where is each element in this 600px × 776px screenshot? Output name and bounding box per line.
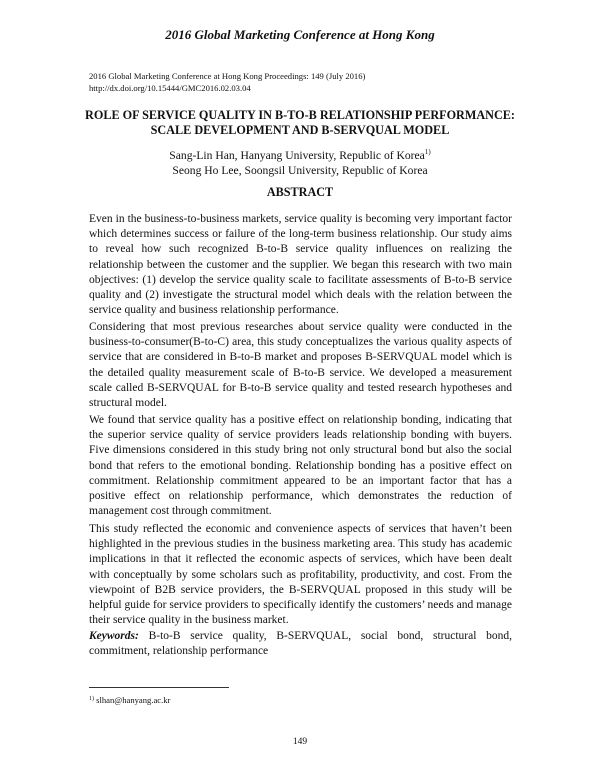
author-2: Seong Ho Lee, Soongsil University, Republic of Korea (172, 164, 428, 177)
paper-title (0, 108, 600, 138)
footnote-email[interactable]: slhan@hanyang.ac.kr (96, 695, 171, 705)
abstract-paragraph-2 (89, 320, 512, 411)
paragraph-text: This study reflected the economic and convenience aspects of services that haven’t been highlighted in the previous studies in the business marketing area. This study has academic implications in that it reflected the economic aspects of services, which have been dealt with conceptually by some scholars such as profitability, productivity, and cost. From the viewpoint of B2B service providers, the B-SERVQUAL proposed in this study will be helpful guide for service providers to specifically identify the customers’ needs and manage their service quality in the business market. (89, 523, 512, 627)
author-block (0, 145, 600, 178)
footnote (89, 695, 170, 705)
paragraph-text: We found that service quality has a positive effect on relationship bonding, indicating that the superior service quality of service providers leads relationship bonding with buyers. Five dimensions considered in this study bring not only structural bond but also the social bond that refers to the emotional bonding. Relationship bonding has a positive effect on commitment. Relationship commitment appeared to be an important factor that has a positive effect on relationship performance, which demonstrates the reduction of management cost through commitment. (89, 414, 512, 518)
title-line-1: ROLE OF SERVICE QUALITY IN B-TO-B RELATIONSHIP PERFORMANCE: (85, 108, 515, 122)
running-header: 2016 Global Marketing Conference at Hong Kong (165, 27, 435, 42)
abstract-paragraph-3 (89, 413, 512, 519)
abstract-paragraph-1 (89, 212, 512, 318)
abstract-heading: ABSTRACT (266, 185, 334, 199)
proceedings-info (89, 71, 365, 94)
author-1-name: Sang-Lin Han, Hanyang University, Republic of Korea (169, 149, 425, 162)
keywords-text: B-to-B service quality, B-SERVQUAL, social bond, structural bond, commitment, relationship performance (89, 630, 513, 658)
footnote-divider (89, 687, 229, 688)
page-number: 149 (292, 737, 308, 747)
author-1 (0, 145, 600, 163)
keywords-line (89, 629, 512, 659)
keywords-label: Keywords: (89, 630, 139, 642)
doi-link[interactable]: http://dx.doi.org/10.15444/GMC2016.02.03.04 (89, 82, 251, 93)
title-line-2: SCALE DEVELOPMENT AND B-SERVQUAL MODEL (150, 123, 450, 137)
paragraph-text: Even in the business-to-business markets, service quality is becoming very important factor which determines success or failure of the long-term business relationship. Our study aims to reveal how such recognized B-to-B service quality influences on realizing the relationship between the customer and the supplier. We began this research with two main objectives: (1) develop the service quality scale to facilitate assessments of B-to-B service quality and (2) investigate the structural model which deals with the relation between the service quality and business relationship performance. (89, 213, 512, 317)
keywords (89, 629, 512, 659)
author-1-footnote-marker: 1) (424, 148, 431, 156)
footnote-marker: 1) (89, 696, 94, 702)
abstract-paragraph-4 (89, 522, 512, 628)
proceedings-citation: 2016 Global Marketing Conference at Hong Kong Proceedings: 149 (July 2016) (89, 71, 366, 81)
paragraph-text: Considering that most previous researches about service quality were conducted in the business-to-consumer(B-to-C) area, this study conceptualizes the various quality aspects of service that are considered in B-to-B market and proposes B-SERVQUAL model which is the detailed quality measurement scale of B-to-B service. We developed a measurement scale called B-SERVQUAL for B-to-B service quality and tested research hypotheses and structural model. (89, 321, 512, 410)
